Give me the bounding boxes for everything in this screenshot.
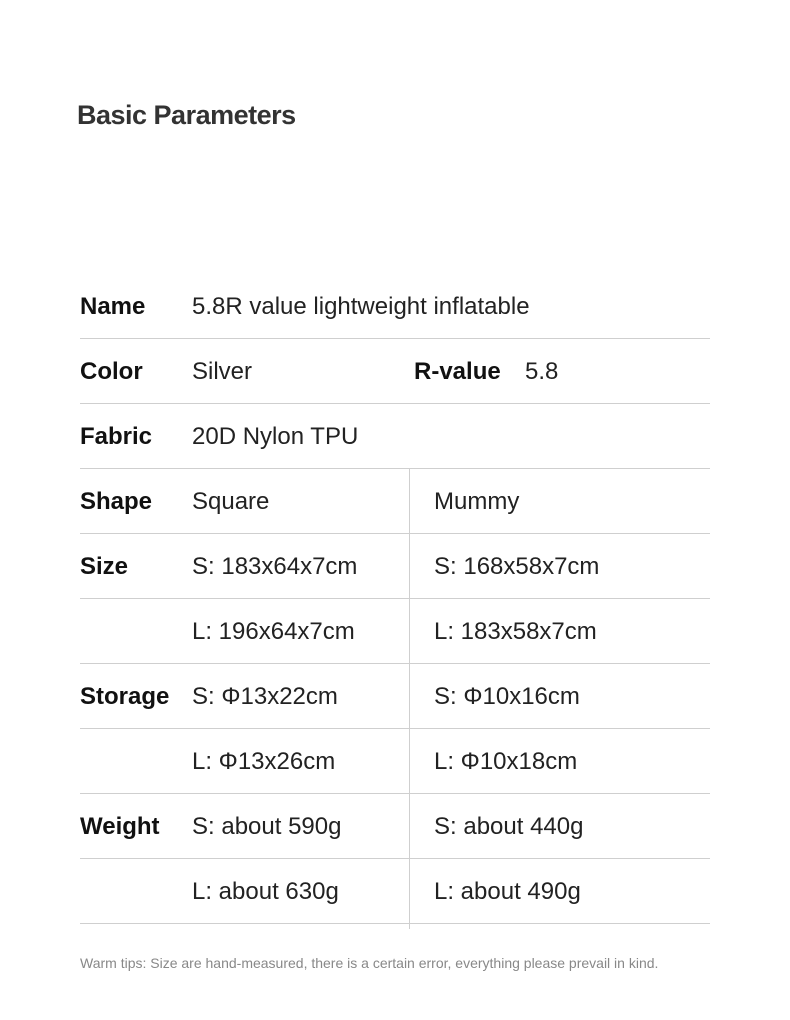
- shape-mummy: Mummy: [434, 488, 520, 515]
- row-weight-s: [80, 794, 710, 859]
- size-label: Size: [80, 553, 129, 580]
- rvalue-label: R-value: [414, 358, 501, 385]
- weight-label: Weight: [80, 813, 160, 840]
- shape-label: Shape: [80, 488, 153, 515]
- fabric-label: Fabric: [80, 423, 153, 450]
- shape-square: Square: [192, 488, 270, 515]
- weight-square-s: S: about 590g: [192, 813, 342, 840]
- row-size-s: [80, 534, 710, 599]
- weight-mummy-s: S: about 440g: [434, 813, 584, 840]
- storage-square-l: L: Φ13x26cm: [192, 748, 336, 775]
- weight-square-l: L: about 630g: [192, 878, 339, 905]
- row-color: [80, 339, 710, 404]
- row-storage-s: [80, 664, 710, 729]
- parameters-table: [80, 274, 710, 924]
- rvalue-value: 5.8: [525, 358, 559, 385]
- name-label: Name: [80, 293, 146, 320]
- warm-tips: Warm tips: Size are hand-measured, there is a certain error, everything please prevail in kind.: [80, 955, 659, 971]
- row-name: [80, 274, 710, 339]
- row-shape: [80, 469, 710, 534]
- storage-mummy-l: L: Φ10x18cm: [434, 748, 578, 775]
- size-mummy-l: L: 183x58x7cm: [434, 618, 597, 645]
- color-value: Silver: [192, 358, 253, 385]
- row-storage-l: [80, 729, 710, 794]
- storage-mummy-s: S: Φ10x16cm: [434, 683, 580, 710]
- size-square-s: S: 183x64x7cm: [192, 553, 358, 580]
- size-mummy-s: S: 168x58x7cm: [434, 553, 600, 580]
- name-value: 5.8R value lightweight inflatable: [192, 293, 530, 320]
- storage-label: Storage: [80, 683, 170, 710]
- page-title: Basic Parameters: [77, 100, 296, 130]
- row-fabric: [80, 404, 710, 469]
- size-square-l: L: 196x64x7cm: [192, 618, 355, 645]
- storage-square-s: S: Φ13x22cm: [192, 683, 338, 710]
- color-label: Color: [80, 358, 143, 385]
- row-size-l: [80, 599, 710, 664]
- weight-mummy-l: L: about 490g: [434, 878, 581, 905]
- row-weight-l: [80, 859, 710, 924]
- fabric-value: 20D Nylon TPU: [192, 423, 359, 450]
